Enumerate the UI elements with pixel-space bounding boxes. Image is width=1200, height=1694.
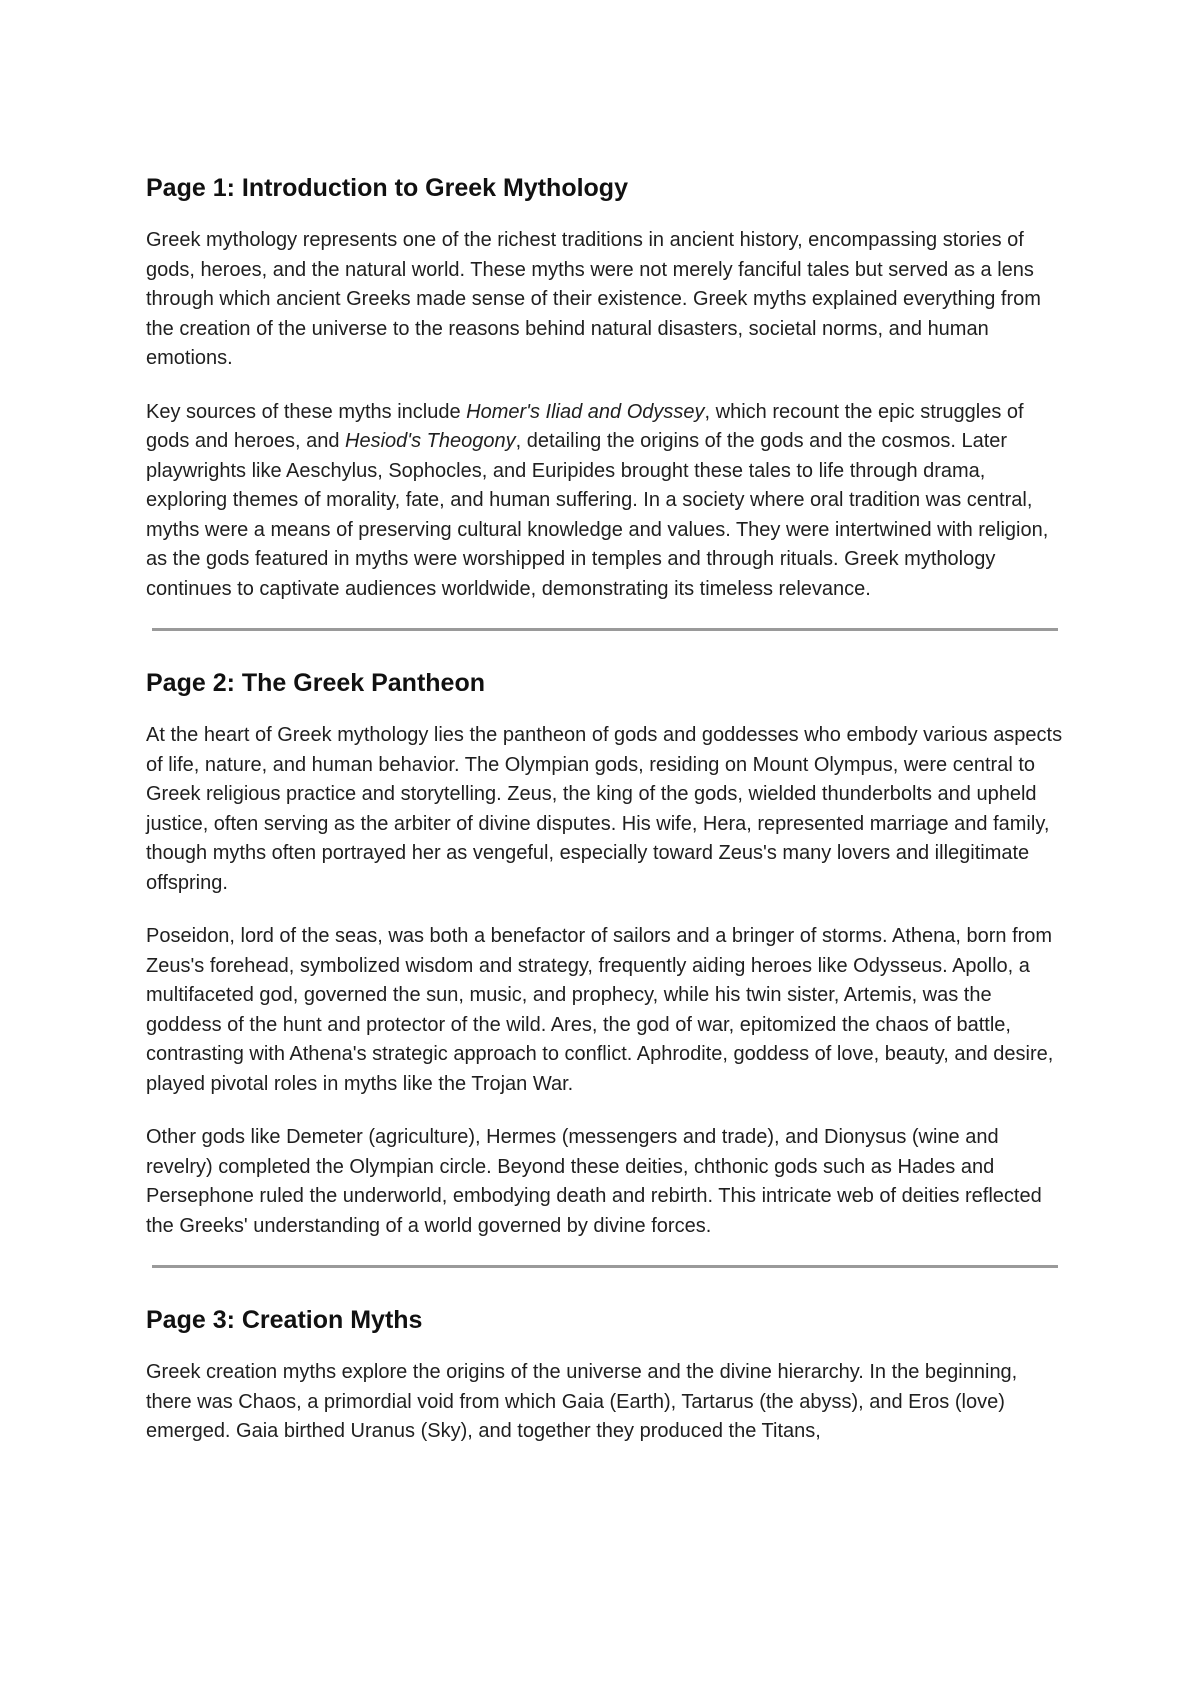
document-page (146, 172, 1066, 1471)
section-divider (152, 1265, 1058, 1268)
paragraph: At the heart of Greek mythology lies the pantheon of gods and goddesses who embody various aspects of life, nature, and human behavior. The Olympian gods, residing on Mount Olympus, were central to Greek religious practice and storytelling. Zeus, the king of the gods, wielded thunderbolts and upheld justice, often serving as the arbiter of divine disputes. His wife, Hera, represented marriage and family, though myths often portrayed her as vengeful, especially toward Zeus's many lovers and illegitimate offspring. (146, 724, 1063, 894)
paragraph: Poseidon, lord of the seas, was both a benefactor of sailors and a bringer of storms. Athena, born from Zeus's forehead, symbolized wisdom and strategy, frequently aiding heroes like Odysseus. Apollo, a multifaceted god, governed the sun, music, and prophecy, while his twin sister, Artemis, was the goddess of the hunt and protector of the wild. Ares, the god of war, epitomized the chaos of battle, contrasting with Athena's strategic approach to conflict. Aphrodite, goddess of love, beauty, and desire, played pivotal roles in myths like the Trojan War. (146, 925, 1054, 1095)
paragraph: Other gods like Demeter (agriculture), Hermes (messengers and trade), and Dionysus (wine and revelry) completed the Olympian circle. Beyond these deities, chthonic gods such as Hades and Persephone ruled the underworld, embodying death and rebirth. This intricate web of deities reflected the Greeks' understanding of a world governed by divine forces. (146, 1126, 1042, 1237)
paragraph: Greek mythology represents one of the richest traditions in ancient history, encompassing stories of gods, heroes, and the natural world. These myths were not merely fanciful tales but served as a lens through which ancient Greeks made sense of their existence. Greek myths explained everything from the creation of the universe to the reasons behind natural disasters, societal norms, and human emotions. (146, 229, 1041, 369)
paragraph (146, 398, 1066, 605)
section-pantheon (146, 667, 1066, 1268)
section-heading: Page 1: Introduction to Greek Mythology (146, 174, 628, 202)
italic-title: Homer's Iliad and Odyssey (466, 400, 705, 423)
section-introduction (146, 172, 1066, 631)
section-creation-myths (146, 1304, 1066, 1447)
section-heading: Page 3: Creation Myths (146, 1306, 423, 1334)
paragraph: Greek creation myths explore the origins of the universe and the divine hierarchy. In the beginning, there was Chaos, a primordial void from which Gaia (Earth), Tartarus (the abyss), and Eros (love) emerged. Gaia birthed Uranus (Sky), and together they produced the Titans, (146, 1361, 1018, 1442)
text-run: , detailing the origins of the gods and the cosmos. Later playwrights like Aeschylus, Sophocles, and Euripides brought these tales to life through drama, exploring themes of morality, fate, and human suffering. In a society where oral tradition was central, myths were a means of preserving cultural knowledge and values. They were intertwined with religion, as the gods featured in myths were worshipped in temples and through rituals. Greek mythology continues to captivate audiences worldwide, demonstrating its timeless relevance. (146, 430, 1049, 600)
italic-title: Hesiod's Theogony (345, 430, 516, 452)
text-run: , which recount the epic struggles of gods and heroes, and (146, 400, 1024, 452)
section-heading: Page 2: The Greek Pantheon (146, 669, 485, 697)
section-divider (152, 628, 1058, 631)
text-run: Key sources of these myths include (146, 400, 467, 423)
